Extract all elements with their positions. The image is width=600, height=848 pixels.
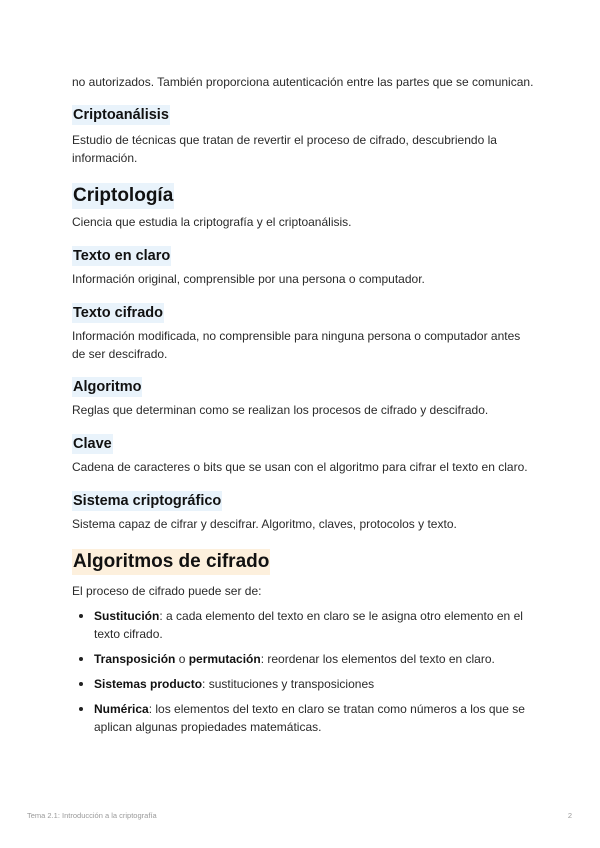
list-term: Numérica bbox=[94, 702, 149, 716]
heading-clave: Clave bbox=[73, 436, 112, 452]
list-item bbox=[72, 650, 534, 668]
heading-texto-cifrado: Texto cifrado bbox=[73, 305, 163, 321]
paragraph-criptoanalisis: Estudio de técnicas que tratan de revertir el proceso de cifrado, descubriendo la información. bbox=[72, 133, 497, 165]
paragraph-criptologia: Ciencia que estudia la criptografía y el criptoanálisis. bbox=[72, 215, 352, 229]
bullet-icon bbox=[79, 657, 83, 661]
section-sistema bbox=[72, 491, 534, 533]
list-item bbox=[72, 675, 534, 693]
list-item bbox=[72, 607, 534, 643]
bullet-icon bbox=[79, 682, 83, 686]
section-texto-claro bbox=[72, 246, 534, 288]
bullet-icon bbox=[79, 614, 83, 618]
list-text: o bbox=[175, 652, 189, 666]
heading-algoritmos-cifrado: Algoritmos de cifrado bbox=[72, 549, 270, 575]
list-term: Sistemas producto bbox=[94, 677, 203, 691]
paragraph-algoritmos-cifrado: El proceso de cifrado puede ser de: bbox=[72, 584, 262, 598]
list-text: : a cada elemento del texto en claro se le asigna otro elemento en el texto cifrado. bbox=[94, 609, 523, 641]
section-clave bbox=[72, 434, 534, 476]
heading-criptologia: Criptología bbox=[72, 183, 174, 209]
paragraph-clave: Cadena de caracteres o bits que se usan con el algoritmo para cifrar el texto en claro. bbox=[72, 460, 528, 474]
paragraph-sistema: Sistema capaz de cifrar y descifrar. Algoritmo, claves, protocolos y texto. bbox=[72, 517, 457, 531]
heading-texto-claro: Texto en claro bbox=[73, 248, 171, 264]
section-algoritmo bbox=[72, 377, 534, 419]
list-item bbox=[72, 700, 534, 736]
section-algoritmos-cifrado bbox=[72, 549, 534, 736]
list-text: : reordenar los elementos del texto en claro. bbox=[260, 652, 495, 666]
intro-paragraph: no autorizados. También proporciona autenticación entre las partes que se comunican. bbox=[72, 75, 534, 89]
list-term: Sustitución bbox=[94, 609, 160, 623]
section-criptologia bbox=[72, 183, 534, 231]
paragraph-texto-cifrado: Información modificada, no comprensible para ninguna persona o computador antes de ser descifrado. bbox=[72, 329, 521, 361]
paragraph-algoritmo: Reglas que determinan como se realizan los procesos de cifrado y descifrado. bbox=[72, 403, 489, 417]
heading-algoritmo: Algoritmo bbox=[73, 379, 142, 395]
heading-criptoanalisis: Criptoanálisis bbox=[73, 107, 169, 123]
section-criptoanalisis bbox=[72, 105, 534, 167]
list-text: : sustituciones y transposiciones bbox=[202, 677, 375, 691]
footer-title: Tema 2.1: Introducción a la criptografía bbox=[27, 811, 157, 820]
list-text: : los elementos del texto en claro se tratan como números a los que se aplican algunas propiedades matemáticas. bbox=[94, 702, 525, 734]
section-texto-cifrado bbox=[72, 303, 534, 363]
list-term: permutación bbox=[188, 652, 261, 666]
page-number: 2 bbox=[567, 811, 572, 820]
list-term: Transposición bbox=[94, 652, 176, 666]
paragraph-texto-claro: Información original, comprensible por una persona o computador. bbox=[72, 272, 425, 286]
cipher-types-list bbox=[72, 607, 534, 736]
heading-sistema: Sistema criptográfico bbox=[73, 493, 222, 509]
document-body bbox=[72, 73, 534, 736]
bullet-icon bbox=[79, 707, 83, 711]
